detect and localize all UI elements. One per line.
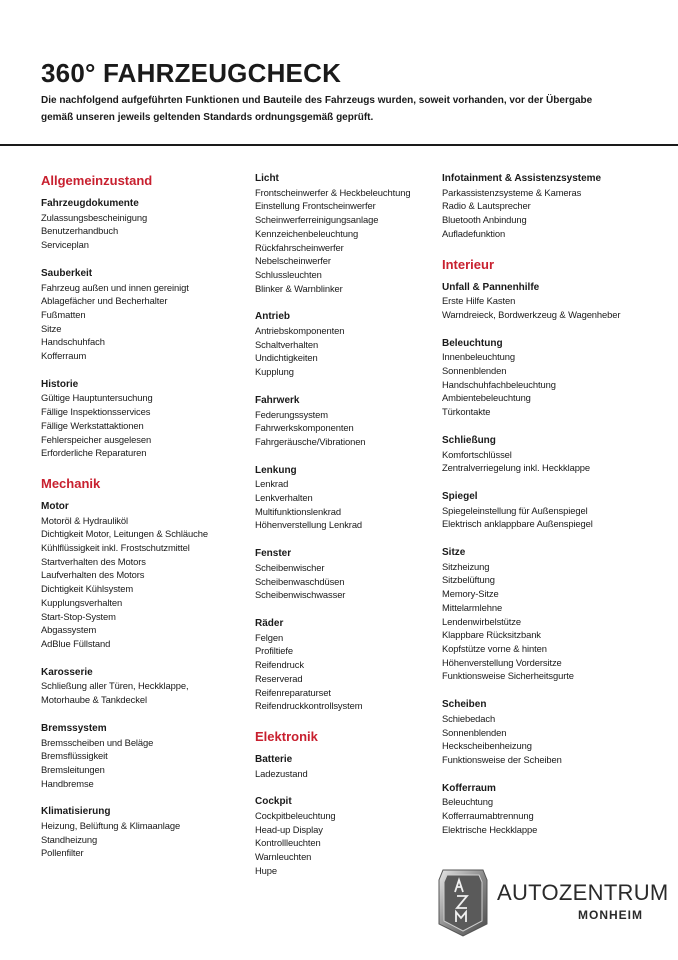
column-middle bbox=[255, 172, 440, 893]
checklist-item: Dichtigkeit Kühlsystem bbox=[41, 583, 134, 595]
group-licht bbox=[255, 172, 440, 295]
group-title: Kofferraum bbox=[442, 782, 496, 794]
checklist-item: Kupplung bbox=[255, 366, 294, 378]
checklist-item: Start-Stop-System bbox=[41, 610, 116, 622]
checklist-item: Reifenreparaturset bbox=[255, 686, 331, 698]
section-title: Interieur bbox=[442, 256, 495, 272]
checklist-item: Schaltverhalten bbox=[255, 338, 319, 350]
group-sitze bbox=[442, 546, 662, 683]
group-title: Batterie bbox=[255, 753, 293, 765]
checklist-item: Gültige Hauptuntersuchung bbox=[41, 392, 153, 404]
page-subtitle: Die nachfolgend aufgeführten Funktionen und Bauteile des Fahrzeugs wurden, soweit vorhanden, vor der Übergabe gemäß unseren jeweils geltenden Standards ordnungsgemäß geprüft. bbox=[41, 95, 593, 123]
group-fahrwerk bbox=[255, 394, 440, 449]
checklist-item: Reifendruck bbox=[255, 659, 304, 671]
checklist-item: Antriebskomponenten bbox=[255, 325, 345, 337]
checklist-item: Heizung, Belüftung & Klimaanlage bbox=[41, 820, 181, 832]
checklist-item: Erforderliche Reparaturen bbox=[41, 447, 147, 459]
group-title: Licht bbox=[255, 173, 279, 184]
column-left bbox=[41, 172, 241, 875]
group-bremssystem bbox=[41, 722, 241, 791]
group-beleuchtung bbox=[442, 337, 662, 419]
autozentrum-logo bbox=[437, 866, 669, 940]
checklist-item: Zulassungsbescheinigung bbox=[41, 211, 148, 223]
checklist-item: Felgen bbox=[255, 631, 284, 643]
checklist-item: Warnleuchten bbox=[255, 851, 312, 863]
page-header bbox=[41, 58, 641, 126]
logo-city: MONHEIM bbox=[578, 908, 643, 922]
checklist-item: Funktionsweise Sicherheitsgurte bbox=[442, 670, 574, 682]
checklist-item: Bremsscheiben und Beläge bbox=[41, 736, 154, 748]
checklist-item: Türkontakte bbox=[442, 406, 491, 418]
checklist-item: Motoröl & Hydrauliköl bbox=[41, 514, 128, 526]
group-title: Sauberkeit bbox=[41, 267, 93, 279]
checklist-item: Multifunktionslenkrad bbox=[255, 505, 341, 517]
group-title: Räder bbox=[255, 617, 284, 629]
azm-emblem-icon bbox=[437, 866, 489, 938]
checklist-item: Scheibenwischwasser bbox=[255, 589, 346, 601]
checklist-item: Lenkrad bbox=[255, 478, 289, 490]
group-kofferraum bbox=[442, 782, 662, 837]
checklist-item: Fahrwerkskomponenten bbox=[255, 422, 354, 434]
section-title: Mechanik bbox=[41, 475, 101, 491]
checklist-item: Scheibenwischer bbox=[255, 561, 325, 573]
group-sauberkeit bbox=[41, 267, 241, 363]
checklist-item: Ladezustand bbox=[255, 767, 308, 779]
group-historie bbox=[41, 378, 241, 460]
checklist-item: Rückfahrscheinwerfer bbox=[255, 241, 344, 253]
checklist-item: Elektrisch anklappbare Außenspiegel bbox=[442, 518, 593, 530]
checklist-item: Dichtigkeit Motor, Leitungen & Schläuche bbox=[41, 528, 208, 540]
checklist-item: Warndreieck, Bordwerkzeug & Wagenheber bbox=[442, 308, 621, 320]
checklist-item: Spiegeleinstellung für Außenspiegel bbox=[442, 504, 588, 516]
checklist-item: Sitzbelüftung bbox=[442, 574, 495, 586]
checklist-item: Kennzeichenbeleuchtung bbox=[255, 227, 359, 239]
checklist-item: Reifendruckkontrollsystem bbox=[255, 700, 363, 712]
group-lenkung bbox=[255, 464, 440, 533]
group-unfall-pannenhilfe bbox=[442, 281, 662, 322]
checklist-item: Kühlflüssigkeit inkl. Frostschutzmittel bbox=[41, 542, 190, 554]
group-title: Karosserie bbox=[41, 666, 93, 678]
checklist-item: Sonnenblenden bbox=[442, 726, 507, 738]
checklist-item: Bluetooth Anbindung bbox=[442, 214, 527, 226]
checklist-item: Beleuchtung bbox=[442, 796, 494, 808]
section-interieur bbox=[442, 256, 662, 837]
section-title: Elektronik bbox=[255, 728, 318, 744]
checklist-item: Startverhalten des Motors bbox=[41, 555, 146, 567]
group-title: Bremssystem bbox=[41, 722, 107, 734]
checklist-item: Motorhaube & Tankdeckel bbox=[41, 694, 147, 706]
checklist-item: Kupplungsverhalten bbox=[41, 596, 123, 608]
checklist-item: Höhenverstellung Vordersitze bbox=[442, 656, 562, 668]
section-elektronik bbox=[255, 728, 440, 878]
section-title: Allgemeinzustand bbox=[41, 173, 153, 188]
group-title: Schließung bbox=[442, 434, 496, 446]
checklist-item: Kofferraum bbox=[41, 350, 87, 362]
checklist-item: Heckscheibenheizung bbox=[442, 740, 532, 752]
checklist-item: Innenbeleuchtung bbox=[442, 351, 515, 363]
checklist-item: Pollenfilter bbox=[41, 847, 84, 859]
checklist-item: Laufverhalten des Motors bbox=[41, 569, 145, 581]
group-klimatisierung bbox=[41, 805, 241, 860]
checklist-item: Ambientebeleuchtung bbox=[442, 392, 531, 404]
group-title: Sitze bbox=[442, 547, 466, 559]
checklist-item: Blinker & Warnblinker bbox=[255, 282, 343, 294]
group-title: Fahrzeugdokumente bbox=[41, 198, 139, 209]
checklist-item: Reserverad bbox=[255, 672, 303, 684]
group-schliessung bbox=[442, 434, 662, 475]
checklist-item: Fällige Inspektionsservices bbox=[41, 406, 151, 418]
group-title: Motor bbox=[41, 500, 69, 512]
checklist-item: Handbremse bbox=[41, 777, 94, 789]
checklist-item: Erste Hilfe Kasten bbox=[442, 295, 516, 307]
checklist-item: Sonnenblenden bbox=[442, 365, 507, 377]
checklist-item: Komfortschlüssel bbox=[442, 448, 512, 460]
checklist-item: Schlussleuchten bbox=[255, 268, 322, 280]
checklist-item: Aufladefunktion bbox=[442, 227, 506, 239]
checklist-item: Ablagefächer und Becherhalter bbox=[41, 295, 168, 307]
checklist-item: Serviceplan bbox=[41, 239, 89, 251]
checklist-item: Bremsflüssigkeit bbox=[41, 750, 108, 762]
checklist-item: Head-up Display bbox=[255, 823, 323, 835]
checklist-item: Frontscheinwerfer & Heckbeleuchtung bbox=[255, 186, 411, 198]
checklist-item: Schließung aller Türen, Heckklappe, bbox=[41, 680, 189, 692]
checklist-item: Fehlerspeicher ausgelesen bbox=[41, 433, 152, 445]
checklist-item: Sitze bbox=[41, 322, 62, 334]
checklist-item: Kopfstütze vorne & hinten bbox=[442, 642, 547, 654]
checklist-item: Lenkverhalten bbox=[255, 492, 313, 504]
group-cockpit bbox=[255, 795, 440, 877]
checklist-item: Zentralverriegelung inkl. Heckklappe bbox=[442, 462, 591, 474]
group-title: Fahrwerk bbox=[255, 394, 300, 406]
checklist-item: Bremsleitungen bbox=[41, 763, 105, 775]
group-karosserie bbox=[41, 666, 241, 707]
checklist-item: Cockpitbeleuchtung bbox=[255, 810, 336, 822]
group-title: Fenster bbox=[255, 548, 292, 560]
checklist-item: Handschuhfachbeleuchtung bbox=[442, 378, 556, 390]
checklist-item: Parkassistenzsysteme & Kameras bbox=[442, 186, 582, 198]
group-title: Beleuchtung bbox=[442, 337, 503, 349]
column-right bbox=[442, 172, 662, 851]
checklist-item: Sitzheizung bbox=[442, 560, 490, 572]
checklist-item: Nebelscheinwerfer bbox=[255, 255, 331, 267]
checklist-item: Elektrische Heckklappe bbox=[442, 823, 538, 835]
group-title: Antrieb bbox=[255, 311, 290, 323]
checklist-item: Kontrollleuchten bbox=[255, 837, 321, 849]
checklist-item: Scheinwerferreinigungsanlage bbox=[255, 214, 379, 226]
checklist-item: Benutzerhandbuch bbox=[41, 225, 119, 237]
group-title: Lenkung bbox=[255, 464, 297, 476]
checklist-item: Fußmatten bbox=[41, 308, 86, 320]
checklist-item: Kofferraumabtrennung bbox=[442, 810, 534, 822]
checklist-item: Funktionsweise der Scheiben bbox=[442, 753, 562, 765]
group-title: Klimatisierung bbox=[41, 806, 111, 818]
section-mechanik bbox=[41, 475, 241, 860]
checklist-item: Fahrzeug außen und innen gereinigt bbox=[41, 281, 189, 293]
checklist-item: Undichtigkeiten bbox=[255, 352, 318, 364]
section-allgemeinzustand bbox=[41, 172, 241, 460]
group-title: Scheiben bbox=[442, 699, 487, 711]
checklist-item: Scheibenwaschdüsen bbox=[255, 575, 345, 587]
group-infotainment bbox=[442, 172, 662, 241]
group-title: Infotainment & Assistenzsysteme bbox=[442, 173, 602, 184]
checklist-item: AdBlue Füllstand bbox=[41, 637, 111, 649]
group-title: Spiegel bbox=[442, 490, 478, 502]
checklist-item: Mittelarmlehne bbox=[442, 601, 503, 613]
group-motor bbox=[41, 500, 241, 651]
group-title: Unfall & Pannenhilfe bbox=[442, 281, 540, 293]
group-fenster bbox=[255, 547, 440, 602]
checklist-item: Radio & Lautsprecher bbox=[442, 200, 531, 212]
checklist-item: Handschuhfach bbox=[41, 336, 105, 348]
group-spiegel bbox=[442, 490, 662, 531]
checklist-item: Profiltiefe bbox=[255, 645, 293, 657]
group-batterie bbox=[255, 753, 440, 780]
checklist-item: Höhenverstellung Lenkrad bbox=[255, 519, 363, 531]
checklist-item: Fahrgeräusche/Vibrationen bbox=[255, 435, 366, 447]
checklist-item: Memory-Sitze bbox=[442, 588, 499, 600]
checklist-item: Standheizung bbox=[41, 833, 98, 845]
checklist-item: Schiebedach bbox=[442, 712, 496, 724]
group-fahrzeugdokumente bbox=[41, 197, 241, 252]
checklist-item: Einstellung Frontscheinwerfer bbox=[255, 200, 376, 212]
checklist-item: Federungssystem bbox=[255, 408, 329, 420]
group-antrieb bbox=[255, 310, 440, 379]
group-scheiben bbox=[442, 698, 662, 767]
header-divider bbox=[0, 144, 678, 146]
group-title: Cockpit bbox=[255, 796, 292, 808]
checklist-item: Lendenwirbelstütze bbox=[442, 615, 521, 627]
checklist-item: Fällige Werkstattaktionen bbox=[41, 419, 144, 431]
logo-name: AUTOZENTRUM bbox=[497, 880, 669, 905]
page-title: 360° FAHRZEUGCHECK bbox=[41, 58, 342, 88]
group-title: Historie bbox=[41, 378, 79, 390]
checklist-item: Klappbare Rücksitzbank bbox=[442, 629, 541, 641]
group-raeder bbox=[255, 617, 440, 713]
checklist-item: Hupe bbox=[255, 864, 278, 876]
checklist-item: Abgassystem bbox=[41, 624, 97, 636]
